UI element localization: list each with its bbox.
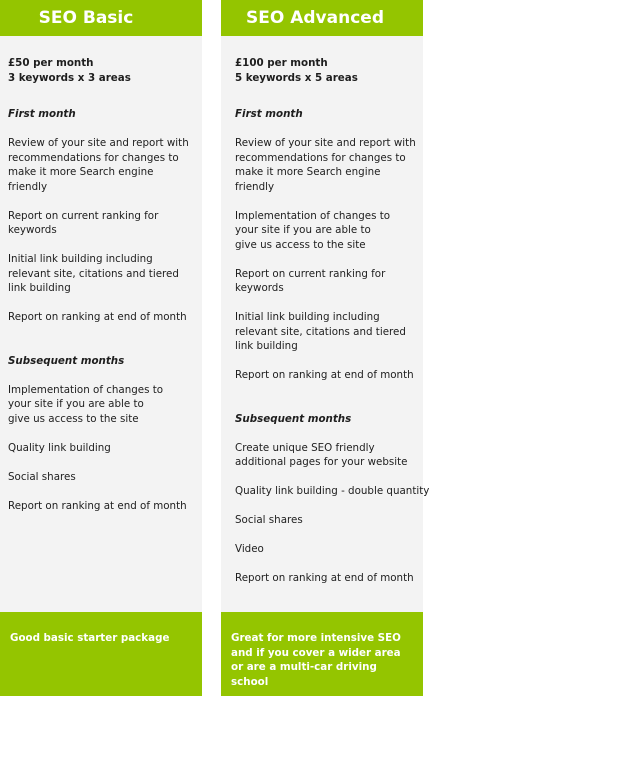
first-month-heading: First month — [8, 108, 76, 120]
list-item: Initial link building including relevant site, citations and tiered link building — [8, 253, 179, 294]
plan-column-basic — [0, 0, 202, 644]
list-item: Review of your site and report with recommendations for changes to make it more Search engine friendly — [8, 137, 189, 193]
plan-keywords: 5 keywords x 5 areas — [235, 71, 358, 84]
list-item: Video — [235, 543, 264, 555]
list-item: Create unique SEO friendly additional pages for your website — [235, 441, 408, 468]
list-item: Quality link building — [8, 441, 111, 454]
list-item: Review of your site and report with recommendations for changes to make it more Search engine friendly — [235, 137, 416, 193]
list-item: Report on ranking at end of month — [8, 311, 187, 323]
list-item: Implementation of changes to your site if you are able to give us access to the site — [8, 383, 164, 425]
plan-details — [221, 36, 430, 612]
plan-summary: Good basic starter package — [0, 612, 202, 696]
plan-summary: Great for more intensive SEO and if you cover a wider area or are a multi-car driving school — [221, 612, 423, 696]
plan-price: £100 per month — [235, 57, 328, 69]
plan-title: SEO Basic — [0, 0, 202, 36]
list-item: Report on ranking at end of month — [235, 369, 414, 381]
list-item: Social shares — [8, 470, 76, 483]
list-item: Social shares — [235, 514, 303, 526]
list-item: Report on current ranking for keywords — [235, 267, 386, 294]
list-item: Report on ranking at end of month — [235, 572, 414, 584]
plan-details — [0, 36, 202, 612]
list-item: Initial link building including relevant site, citations and tiered link building — [235, 311, 406, 352]
first-month-heading: First month — [235, 108, 303, 120]
plan-price: £50 per month — [8, 57, 94, 69]
subsequent-months-heading: Subsequent months — [235, 412, 352, 425]
plan-column-advanced — [221, 0, 430, 688]
list-item: Quality link building - double quantity — [235, 485, 430, 497]
list-item: Implementation of changes to your site if you are able to give us access to the site — [235, 209, 391, 251]
list-item: Report on current ranking for keywords — [8, 209, 159, 236]
plan-keywords: 3 keywords x 3 areas — [8, 71, 131, 84]
list-item: Report on ranking at end of month — [8, 499, 187, 512]
subsequent-months-heading: Subsequent months — [8, 354, 125, 367]
plan-title: SEO Advanced — [221, 0, 423, 36]
